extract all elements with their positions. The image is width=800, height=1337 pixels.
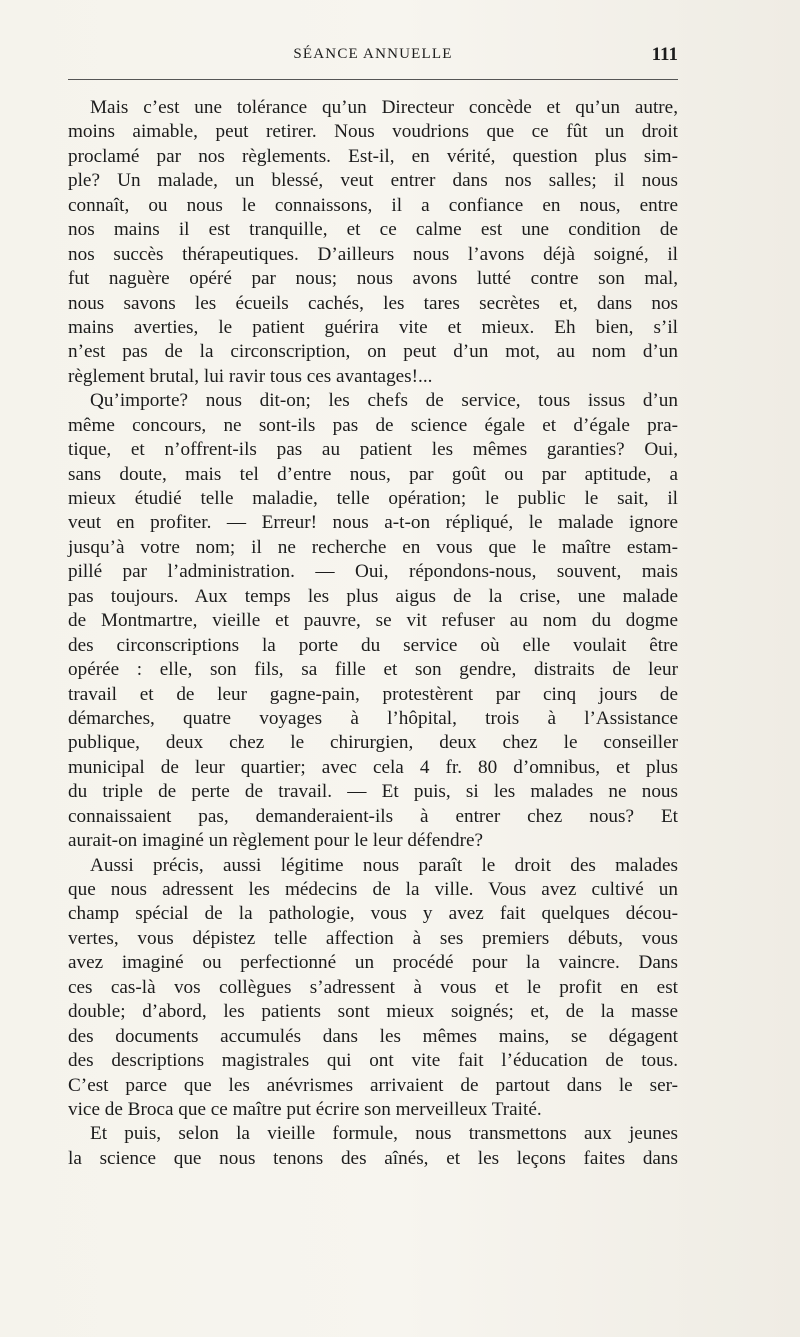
text-line: aurait-on imaginé un règlement pour le leur défendre? bbox=[68, 830, 484, 852]
text-line: municipal de leur quartier; avec cela 4 fr. 80 d’omnibus, et plus bbox=[68, 756, 678, 778]
text-line: nos succès thérapeutiques. D’ailleurs nous l’avons déjà soigné, il bbox=[68, 243, 678, 265]
text-line: même concours, ne sont-ils pas de science égale et d’égale pra- bbox=[68, 414, 678, 436]
running-head bbox=[68, 44, 678, 70]
text-line: des circonscriptions la porte du service où elle voulait être bbox=[68, 634, 678, 656]
text-line: vice de Broca que ce maître put écrire son merveilleux Traité. bbox=[68, 1098, 542, 1120]
text-line: avez imaginé ou perfectionné un procédé pour la vaincre. Dans bbox=[68, 952, 678, 974]
text-line: nos mains il est tranquille, et ce calme est une condition de bbox=[68, 219, 678, 241]
body-text bbox=[68, 96, 678, 1171]
text-line: jusqu’à votre nom; il ne recherche en vous que le maître estam- bbox=[68, 536, 678, 558]
text-line: ces cas-là vos collègues s’adressent à vous et le profit en est bbox=[68, 976, 678, 998]
text-line: publique, deux chez le chirurgien, deux chez le conseiller bbox=[68, 732, 678, 754]
text-line: nous savons les écueils cachés, les tares secrètes et, dans nos bbox=[68, 292, 678, 314]
text-line: opérée : elle, son fils, sa fille et son gendre, distraits de leur bbox=[68, 659, 678, 681]
paragraph bbox=[68, 1122, 678, 1171]
text-line: que nous adressent les médecins de la ville. Vous avez cultivé un bbox=[68, 879, 678, 900]
text-line: règlement brutal, lui ravir tous ces avantages!... bbox=[68, 365, 433, 387]
text-line: des documents accumulés dans les mêmes mains, se dégagent bbox=[68, 1025, 678, 1047]
text-line: n’est pas de la circonscription, on peut d’un mot, au nom d’un bbox=[68, 341, 678, 363]
text-line: tique, et n’offrent-ils pas au patient les mêmes garanties? Oui, bbox=[68, 439, 678, 461]
text-line: démarches, quatre voyages à l’hôpital, trois à l’Assistance bbox=[68, 707, 678, 729]
text-line: pas toujours. Aux temps les plus aigus de la crise, une malade bbox=[68, 585, 678, 607]
text-line: mains averties, le patient guérira vite et mieux. Eh bien, s’il bbox=[68, 316, 678, 338]
page-number: 111 bbox=[651, 44, 678, 65]
text-line: connaît, ou nous le connaissons, il a confiance en nous, entre bbox=[68, 194, 678, 216]
text-line: ple? Un malade, un blessé, veut entrer dans nos salles; il nous bbox=[68, 170, 678, 192]
text-line: du triple de perte de travail. — Et puis, si les malades ne nous bbox=[68, 781, 678, 803]
text-line: Et puis, selon la vieille formule, nous transmettons aux jeunes bbox=[90, 1123, 678, 1145]
text-line: veut en profiter. — Erreur! nous a-t-on répliqué, le malade ignore bbox=[68, 512, 678, 534]
text-line: mieux étudié telle maladie, telle opération; le public le sait, il bbox=[68, 488, 678, 509]
text-line: C’est parce que les anévrismes arrivaient de partout dans le ser- bbox=[68, 1074, 678, 1096]
paragraph bbox=[68, 389, 678, 853]
text-line: la science que nous tenons des aînés, et les leçons faites dans bbox=[68, 1147, 678, 1169]
text-line: des descriptions magistrales qui ont vite fait l’éducation de tous. bbox=[68, 1050, 678, 1072]
paragraph bbox=[68, 854, 678, 1123]
text-line: connaissaient pas, demanderaient-ils à entrer chez nous? Et bbox=[68, 805, 678, 827]
text-line: Aussi précis, aussi légitime nous paraît le droit des malades bbox=[90, 854, 678, 876]
text-line: Mais c’est une tolérance qu’un Directeur concède et qu’un autre, bbox=[90, 97, 678, 118]
text-line: double; d’abord, les patients sont mieux soignés; et, de la masse bbox=[68, 1001, 678, 1023]
text-line: de Montmartre, vieille et pauvre, se vit refuser au nom du dogme bbox=[68, 610, 678, 632]
text-line: pillé par l’administration. — Oui, répondons-nous, souvent, mais bbox=[68, 561, 678, 583]
text-line: fut naguère opéré par nous; nous avons lutté contre son mal, bbox=[68, 268, 678, 290]
text-line: travail et de leur gagne-pain, protestèrent par cinq jours de bbox=[68, 683, 678, 705]
text-line: sans doute, mais tel d’entre nous, par goût ou par aptitude, a bbox=[68, 463, 678, 485]
text-line: moins aimable, peut retirer. Nous voudrions que ce fût un droit bbox=[68, 121, 678, 143]
running-title: SÉANCE ANNUELLE bbox=[293, 46, 453, 62]
text-line: champ spécial de la pathologie, vous y avez fait quelques décou- bbox=[68, 903, 678, 925]
header-rule bbox=[68, 79, 678, 80]
paragraph bbox=[68, 96, 678, 389]
text-line: Qu’importe? nous dit-on; les chefs de service, tous issus d’un bbox=[90, 390, 678, 412]
text-line: vertes, vous dépistez telle affection à ses premiers débuts, vous bbox=[68, 927, 678, 949]
text-line: proclamé par nos règlements. Est-il, en vérité, question plus sim- bbox=[68, 145, 678, 167]
